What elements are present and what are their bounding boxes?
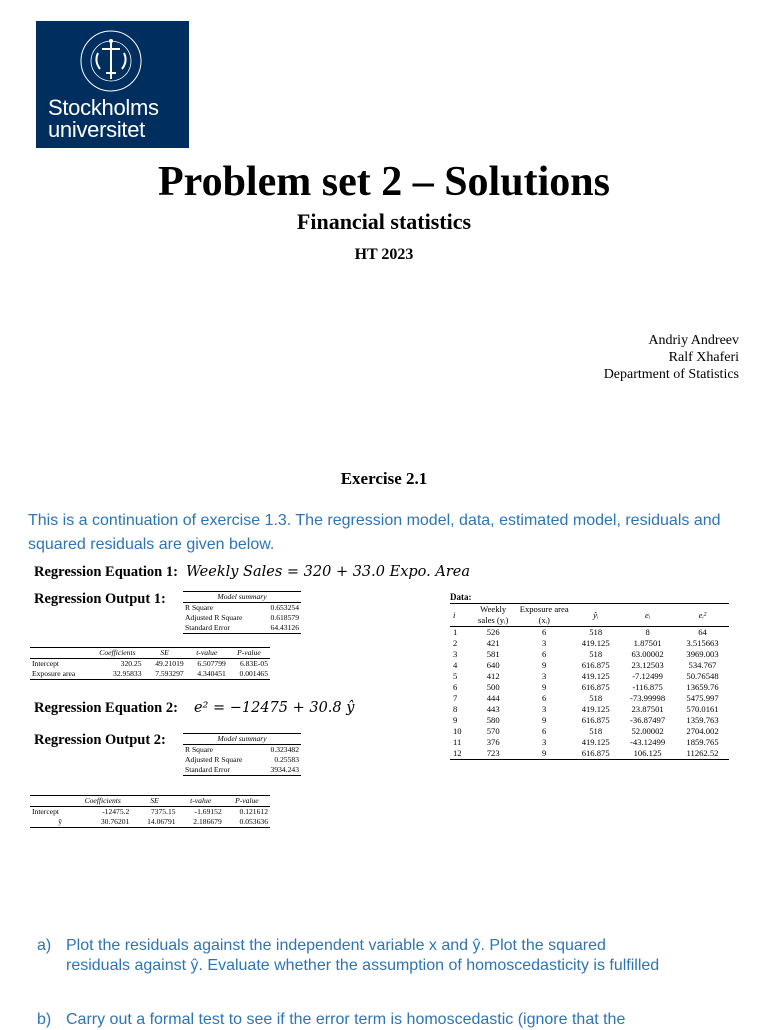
page-subtitle: Financial statistics	[296, 209, 472, 234]
table-cell: 52.00002	[631, 726, 664, 736]
table-cell: 13659.76	[686, 682, 719, 692]
question-a-marker: a)	[37, 937, 52, 954]
table-cell: 616.875	[572, 748, 619, 760]
table-cell: 616.875	[581, 682, 610, 692]
question-a-line1: Plot the residuals against the independent variable x and ŷ. Plot the squared	[66, 937, 606, 954]
table-cell: 6	[542, 627, 547, 637]
table-cell: 6	[453, 682, 458, 692]
regression-equation-2	[34, 699, 354, 717]
table-cell: 3	[542, 671, 547, 681]
intro-paragraph: This is a continuation of exercise 1.3. The regression model, data, estimated model, residuals and squared residuals are given below.	[28, 512, 721, 553]
table-cell: 526	[486, 627, 500, 637]
table-row	[450, 638, 729, 649]
table-cell: -43.12499	[630, 737, 666, 747]
table-cell: 3	[542, 638, 547, 648]
table-cell: 5475.997	[686, 693, 719, 703]
table-cell: 443	[486, 704, 500, 714]
question-a-line2: residuals against ŷ. Evaluate whether the assumption of homoscedasticity is fulfilled	[66, 957, 660, 974]
table-cell: 616.875	[581, 660, 610, 670]
university-logo	[36, 21, 189, 148]
table-cell: 419.125	[581, 704, 610, 714]
table-cell: 12	[450, 748, 470, 760]
output2-label: Regression Output 2:	[34, 732, 166, 748]
department: Department of Statistics	[603, 367, 739, 382]
author-2: Ralf Xhaferi	[668, 350, 739, 365]
col-header-area: Exposure area (xᵢ)	[516, 604, 572, 627]
table-cell: 1359.763	[686, 715, 719, 725]
table-cell: 419.125	[581, 671, 610, 681]
table-cell: -116.875	[632, 682, 663, 692]
table-row: Intercept -12475.2 7375.15 -1.69152 0.121612	[32, 807, 268, 816]
table-cell: 518	[589, 726, 603, 736]
table-cell: 444	[486, 693, 500, 703]
table-cell: 616.875	[581, 715, 610, 725]
col-header-yhat: ŷᵢ	[572, 604, 619, 627]
table-cell: 534.767	[688, 660, 717, 670]
table-cell: 9	[542, 660, 547, 670]
table-cell: 11	[453, 737, 462, 747]
table-cell: 723	[470, 748, 516, 760]
table-row: Exposure area 32.95833 7.593297 4.340451 0.001465	[32, 669, 268, 678]
table-cell: 518	[589, 627, 603, 637]
table-cell: 421	[486, 638, 500, 648]
table-cell: 23.87501	[631, 704, 664, 714]
table-cell: 8	[453, 704, 458, 714]
author-1: Andriy Andreev	[648, 333, 739, 348]
col-header-sales: Weekly sales (yᵢ)	[470, 604, 516, 627]
table-cell: 8	[645, 627, 650, 637]
coefficients-table-1: Coefficients SE t-value P-value Intercept 320.25 49.21019 6.507799 6.83E-05 Exposure area 32.95833 7.593297 4.340451 0.001465	[32, 648, 268, 678]
table-cell: 518	[589, 693, 603, 703]
table-cell: 500	[486, 682, 500, 692]
table-row	[450, 748, 729, 760]
table-cell: 3.515663	[686, 638, 719, 648]
table-cell: 1.87501	[633, 638, 662, 648]
table-cell: 9	[542, 715, 547, 725]
table-row: ŷ 30.76201 14.06791 2.186679 0.053636	[30, 817, 270, 828]
table-cell: 7	[453, 693, 458, 703]
table-cell: 50.76548	[686, 671, 719, 681]
table-cell: 518	[589, 649, 603, 659]
table-cell: 9	[453, 715, 458, 725]
question-b-marker: b)	[37, 1011, 52, 1028]
table-cell: 63.00002	[631, 649, 664, 659]
table-cell: 1	[453, 627, 458, 637]
question-b-line1: Carry out a formal test to see if the error term is homoscedastic (ignore that the	[66, 1011, 626, 1028]
table-cell: 106.125	[619, 748, 676, 760]
table-row	[450, 627, 729, 639]
eq1-label: Regression Equation 1:	[34, 564, 178, 580]
table-cell: 9	[516, 748, 572, 760]
table-cell: 11262.52	[676, 748, 729, 760]
table-cell: 3	[453, 649, 458, 659]
col-header-e2: eᵢ²	[676, 604, 729, 627]
table-cell: 1859.765	[686, 737, 719, 747]
model-summary-1: Model summary R Square 0.653254 Adjusted R Square 0.618579 Standard Error 64.43126	[185, 592, 299, 632]
table-cell: 376	[486, 737, 500, 747]
table-cell: -73.99998	[630, 693, 666, 703]
term-label: HT 2023	[354, 246, 414, 263]
table-cell: 2704.002	[686, 726, 719, 736]
table-cell: 23.12503	[631, 660, 664, 670]
table-cell: 640	[486, 660, 500, 670]
table-row	[450, 726, 729, 737]
coefficients-table-2: Coefficients SE t-value P-value Intercept -12475.2 7375.15 -1.69152 0.121612 ŷ 30.76201 14.06791 2.186679 0.053636	[32, 796, 268, 826]
table-cell: 570	[486, 726, 500, 736]
data-table-body	[450, 627, 729, 760]
table-cell: 570.0161	[686, 704, 719, 714]
model-summary-2: Model summary R Square 0.323482 Adjusted R Square 0.25583 Standard Error 3934.243	[185, 734, 299, 774]
table-cell: 3969.003	[686, 649, 719, 659]
table-row: Intercept 320.25 49.21019 6.507799 6.83E-05	[32, 659, 268, 668]
table-row	[450, 737, 729, 748]
table-cell: 64	[698, 627, 707, 637]
eq1-formula: Weekly Sales = 320 + 33.0 Expo. Area	[185, 564, 470, 580]
table-cell: 412	[486, 671, 500, 681]
table-cell: 3	[542, 704, 547, 714]
col-header-i: i	[450, 604, 470, 627]
table-row	[450, 693, 729, 704]
eq2-label: Regression Equation 2:	[34, 700, 178, 716]
table-row	[450, 715, 729, 726]
exercise-title: Exercise 2.1	[340, 469, 428, 488]
table-cell: 419.125	[581, 737, 610, 747]
table-cell: 3	[542, 737, 547, 747]
table-cell: 9	[542, 682, 547, 692]
table-cell: 6	[542, 649, 547, 659]
table-row	[450, 704, 729, 715]
data-table	[450, 603, 729, 760]
data-label: Data:	[450, 592, 472, 602]
table-cell: 5	[453, 671, 458, 681]
table-cell: 580	[486, 715, 500, 725]
table-cell: 6	[542, 726, 547, 736]
table-cell: 2	[453, 638, 458, 648]
table-cell: 419.125	[581, 638, 610, 648]
table-row	[450, 649, 729, 660]
table-row	[450, 671, 729, 682]
logo-text: Stockholms universitet	[48, 95, 159, 142]
regression-equation-1	[34, 563, 470, 581]
table-cell: 6	[542, 693, 547, 703]
output1-label: Regression Output 1:	[34, 591, 166, 607]
table-row	[450, 682, 729, 693]
eq2-formula: e² = −12475 + 30.8 ŷ	[193, 700, 355, 716]
table-cell: -7.12499	[632, 671, 663, 681]
table-cell: 4	[453, 660, 458, 670]
table-row	[450, 660, 729, 671]
table-cell: 10	[453, 726, 462, 736]
page-title: Problem set 2 – Solutions	[158, 159, 610, 205]
col-header-e: eᵢ	[619, 604, 676, 627]
table-cell: -36.87497	[630, 715, 666, 725]
table-cell: 581	[486, 649, 500, 659]
